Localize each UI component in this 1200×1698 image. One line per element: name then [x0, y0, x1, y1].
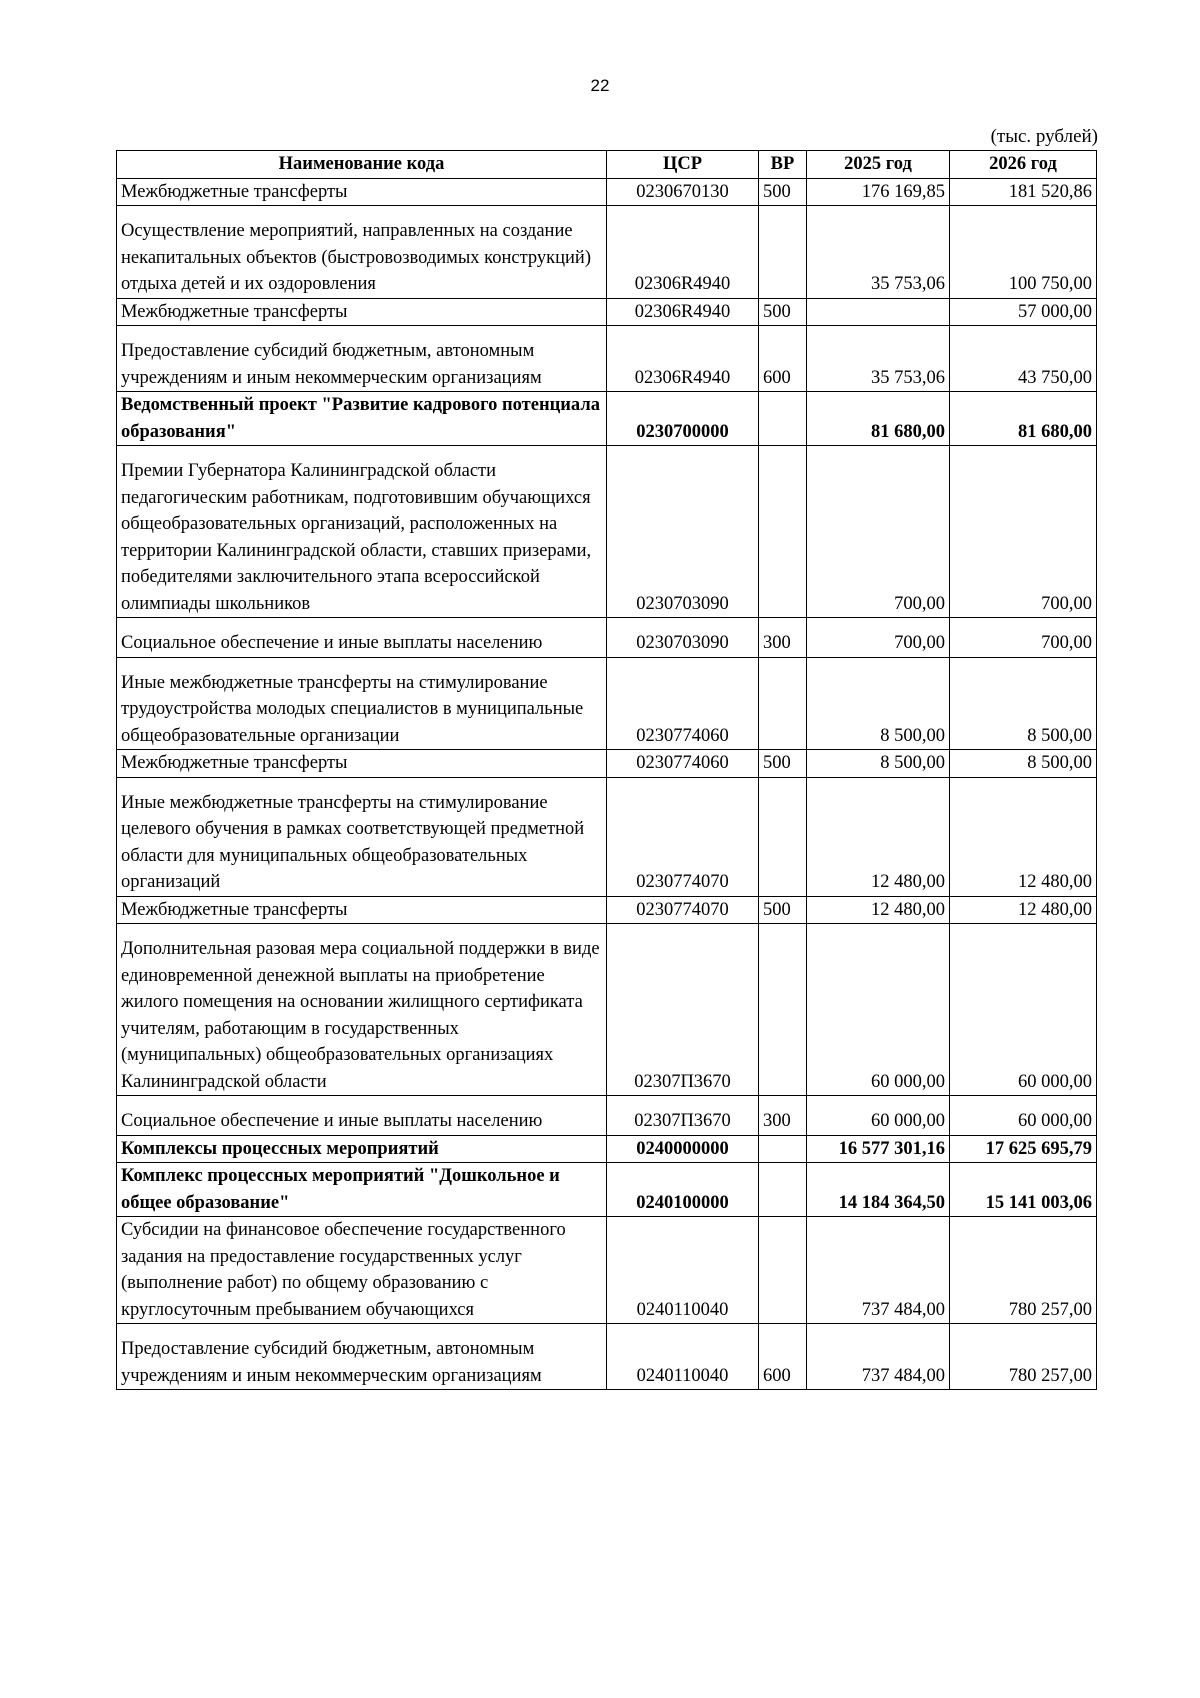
table-row — [117, 178, 1097, 206]
row-2025: 12 480,00 — [807, 777, 950, 896]
row-name: Межбюджетные трансферты — [117, 896, 607, 924]
row-csr: 0230700000 — [607, 392, 759, 446]
row-csr: 02307П3670 — [607, 1096, 759, 1136]
table-row — [117, 206, 1097, 299]
row-vr — [759, 777, 807, 896]
row-csr: 02306R4940 — [607, 326, 759, 392]
row-vr: 600 — [759, 1324, 807, 1390]
row-name: Межбюджетные трансферты — [117, 298, 607, 326]
row-csr: 02307П3670 — [607, 924, 759, 1096]
header-csr: ЦСР — [607, 151, 759, 179]
row-vr — [759, 1163, 807, 1217]
row-name: Предоставление субсидий бюджетным, автономным учреждениям и иным некоммерческим организациям — [117, 326, 607, 392]
page-number: 22 — [590, 76, 610, 95]
row-vr — [759, 924, 807, 1096]
row-csr: 0240110040 — [607, 1324, 759, 1390]
row-2025: 700,00 — [807, 618, 950, 658]
row-2026: 43 750,00 — [950, 326, 1097, 392]
table-row-subtotal — [117, 392, 1097, 446]
row-name: Дополнительная разовая мера социальной поддержки в виде единовременной денежной выплаты на приобретение жилого помещения на основании жилищного сертификата учителям, работающим в государственных (муниципальных) общеобразовательных организациях Калининградской области — [117, 924, 607, 1096]
row-name: Межбюджетные трансферты — [117, 178, 607, 206]
row-vr: 500 — [759, 896, 807, 924]
row-csr: 0230774070 — [607, 777, 759, 896]
row-vr — [759, 1217, 807, 1324]
row-vr: 300 — [759, 618, 807, 658]
row-vr — [759, 206, 807, 299]
row-2025: 176 169,85 — [807, 178, 950, 206]
row-csr: 02306R4940 — [607, 298, 759, 326]
row-2026: 17 625 695,79 — [950, 1135, 1097, 1163]
row-2026: 780 257,00 — [950, 1217, 1097, 1324]
row-2026: 181 520,86 — [950, 178, 1097, 206]
row-2026: 12 480,00 — [950, 777, 1097, 896]
budget-table — [116, 150, 1097, 1390]
table-row — [117, 657, 1097, 750]
row-name: Предоставление субсидий бюджетным, автономным учреждениям и иным некоммерческим организациям — [117, 1324, 607, 1390]
row-name: Ведомственный проект "Развитие кадрового потенциала образования" — [117, 392, 607, 446]
row-vr — [759, 657, 807, 750]
table-row — [117, 1324, 1097, 1390]
row-csr: 0240000000 — [607, 1135, 759, 1163]
row-csr: 0230774070 — [607, 896, 759, 924]
row-name: Иные межбюджетные трансферты на стимулирование трудоустройства молодых специалистов в муниципальные общеобразовательные организации — [117, 657, 607, 750]
header-name: Наименование кода — [117, 151, 607, 179]
row-2026: 12 480,00 — [950, 896, 1097, 924]
table-row — [117, 1096, 1097, 1136]
row-vr — [759, 1135, 807, 1163]
row-2025: 8 500,00 — [807, 750, 950, 778]
table-row — [117, 1217, 1097, 1324]
row-2025: 12 480,00 — [807, 896, 950, 924]
row-csr: 0230703090 — [607, 618, 759, 658]
row-2025: 737 484,00 — [807, 1324, 950, 1390]
row-name: Осуществление мероприятий, направленных на создание некапитальных объектов (быстровозводимых конструкций) отдыха детей и их оздоровления — [117, 206, 607, 299]
table-row — [117, 446, 1097, 618]
row-2026: 8 500,00 — [950, 750, 1097, 778]
row-name: Премии Губернатора Калининградской области педагогическим работникам, подготовившим обучающихся общеобразовательных организаций, расположенных на территории Калининградской области, ставших призерами, победителями заключительного этапа всероссийской олимпиады школьников — [117, 446, 607, 618]
row-csr: 0240110040 — [607, 1217, 759, 1324]
row-vr — [759, 446, 807, 618]
table-row — [117, 326, 1097, 392]
row-csr: 0230774060 — [607, 750, 759, 778]
row-2026: 700,00 — [950, 446, 1097, 618]
row-vr: 500 — [759, 178, 807, 206]
row-vr — [759, 392, 807, 446]
row-2025: 8 500,00 — [807, 657, 950, 750]
table-row — [117, 298, 1097, 326]
row-name: Комплексы процессных мероприятий — [117, 1135, 607, 1163]
row-2025: 35 753,06 — [807, 326, 950, 392]
row-2026: 57 000,00 — [950, 298, 1097, 326]
header-2026: 2026 год — [950, 151, 1097, 179]
row-name: Социальное обеспечение и иные выплаты населению — [117, 618, 607, 658]
row-csr: 0230670130 — [607, 178, 759, 206]
header-vr: ВР — [759, 151, 807, 179]
row-2025: 737 484,00 — [807, 1217, 950, 1324]
row-2025: 60 000,00 — [807, 1096, 950, 1136]
row-vr: 500 — [759, 298, 807, 326]
table-row — [117, 618, 1097, 658]
header-2025: 2025 год — [807, 151, 950, 179]
row-2025: 35 753,06 — [807, 206, 950, 299]
units-note: (тыс. рублей) — [990, 126, 1098, 147]
row-2025 — [807, 298, 950, 326]
row-vr: 500 — [759, 750, 807, 778]
row-vr: 300 — [759, 1096, 807, 1136]
row-name: Комплекс процессных мероприятий "Дошкольное и общее образование" — [117, 1163, 607, 1217]
row-2025: 60 000,00 — [807, 924, 950, 1096]
row-2026: 8 500,00 — [950, 657, 1097, 750]
row-2026: 60 000,00 — [950, 924, 1097, 1096]
table-row — [117, 896, 1097, 924]
table-row — [117, 777, 1097, 896]
row-name: Межбюджетные трансферты — [117, 750, 607, 778]
row-2026: 700,00 — [950, 618, 1097, 658]
row-vr: 600 — [759, 326, 807, 392]
table-row-subtotal — [117, 1135, 1097, 1163]
table-row — [117, 750, 1097, 778]
row-2026: 60 000,00 — [950, 1096, 1097, 1136]
row-2025: 16 577 301,16 — [807, 1135, 950, 1163]
header-row — [117, 151, 1097, 179]
row-csr: 02306R4940 — [607, 206, 759, 299]
row-2026: 15 141 003,06 — [950, 1163, 1097, 1217]
table-row-subtotal — [117, 1163, 1097, 1217]
row-2026: 100 750,00 — [950, 206, 1097, 299]
row-name: Социальное обеспечение и иные выплаты населению — [117, 1096, 607, 1136]
row-name: Иные межбюджетные трансферты на стимулирование целевого обучения в рамках соответствующей предметной области для муниципальных общеобразовательных организаций — [117, 777, 607, 896]
row-2026: 81 680,00 — [950, 392, 1097, 446]
row-csr: 0240100000 — [607, 1163, 759, 1217]
row-2026: 780 257,00 — [950, 1324, 1097, 1390]
table-row — [117, 924, 1097, 1096]
row-2025: 14 184 364,50 — [807, 1163, 950, 1217]
row-csr: 0230703090 — [607, 446, 759, 618]
row-name: Субсидии на финансовое обеспечение государственного задания на предоставление государственных услуг (выполнение работ) по общему образованию с круглосуточным пребыванием обучающихся — [117, 1217, 607, 1324]
row-2025: 700,00 — [807, 446, 950, 618]
row-csr: 0230774060 — [607, 657, 759, 750]
row-2025: 81 680,00 — [807, 392, 950, 446]
